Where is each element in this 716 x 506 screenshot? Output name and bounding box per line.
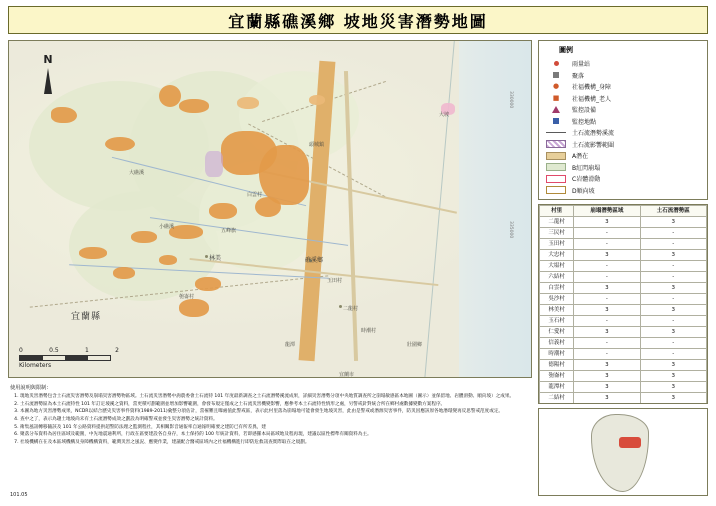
table-row: [540, 261, 707, 272]
table-row: [540, 338, 707, 349]
table-cell: 3: [640, 327, 706, 338]
legend-label: 土石流潛勢溪流: [572, 130, 615, 138]
table-row: [540, 294, 707, 305]
landslide-polygon: [159, 85, 181, 107]
legend-label: 雨量站: [572, 61, 591, 69]
legend-item: [545, 104, 701, 116]
legend-item: [545, 127, 701, 139]
legend-item: [545, 81, 701, 93]
table-cell: 3: [574, 283, 640, 294]
table-cell: 匏崙村: [540, 371, 574, 382]
table-row: [540, 316, 707, 327]
landslide-polygon: [179, 299, 209, 317]
table-cell: -: [574, 261, 640, 272]
monitoring-device-icon: [545, 105, 567, 114]
legend-label: D順向坡: [572, 187, 595, 195]
map-label: 宜蘭市: [339, 372, 355, 378]
note-item: 3. 本圖為地方災害潛勢成果，NCDR以結合歷史災害事件資料(1989-2011)彙整分項估計，當罹難且曝處值此警戒區，表示此村里落為崩塌地可能會發生地坡災害，此由是警戒或潛源災害事件，防災因應該原各地潛環變再反思警戒范度或定。: [20, 408, 532, 415]
table-cell: 3: [640, 217, 706, 228]
scale-boxes: [19, 355, 111, 361]
table-cell: 二結村: [540, 393, 574, 404]
table-cell: -: [640, 261, 706, 272]
elder-shelter-icon: ■: [552, 93, 560, 102]
table-cell: 大塭村: [540, 261, 574, 272]
map-label: 大坡: [439, 112, 450, 118]
legend-item: [545, 139, 701, 151]
title-bar: [8, 6, 708, 34]
legend-label: 社福機構_身障: [572, 84, 612, 92]
map-label: 小礁溪: [159, 224, 175, 230]
table-cell: 玉田村: [540, 239, 574, 250]
map-label: 時潮村: [361, 328, 377, 334]
footer-code: 101.05: [10, 492, 28, 498]
table-cell: 3: [574, 217, 640, 228]
class-b-icon: [545, 163, 567, 172]
notes-title: 使用說明與限制：: [10, 385, 52, 391]
legend-label: A潛在: [572, 153, 589, 161]
table-cell: -: [574, 239, 640, 250]
map-label: 礁溪鄉: [305, 257, 324, 264]
map-label: 龍潭: [285, 342, 296, 348]
table-cell: 林美村: [540, 305, 574, 316]
table-cell: 時潮村: [540, 349, 574, 360]
table-cell: -: [574, 294, 640, 305]
table-row: [540, 239, 707, 250]
table-row: [540, 228, 707, 239]
debris-stream-icon: [545, 128, 567, 137]
note-item: 1. 現地災害潛勢包含土石流災害潛勢及崩塌災害潛勢物區域。土石流災害潛勢中詢農委會土石流特 101 年度最新調查之土石流潛勢溪流成果，詳細災害潛勢分項中央地質調查所之崩塌敏感區本地圖（圖示）並保留地、岩體滑動、順向坡）之成果。: [20, 393, 532, 400]
table-cell: 六結村: [540, 272, 574, 283]
map-label: 頭城鎮: [309, 142, 325, 148]
legend-item: [545, 58, 701, 70]
debris-area-icon: [545, 140, 567, 149]
table-cell: 3: [574, 327, 640, 338]
table-cell: -: [574, 349, 640, 360]
legend-label: 土石流影響範圍: [572, 141, 615, 149]
village-table-panel: [538, 204, 708, 404]
table-cell: 三民村: [540, 228, 574, 239]
note-item: 4. 查中之了，表示為趨土地坡尚未有土石流潛勢成效之劃設為明確警戒並發生災害潛勢之統計資料。: [20, 416, 532, 423]
page-title: 宜蘭縣礁溪鄉 坡地災害潛勢地圖: [228, 11, 488, 31]
rain-gauge-icon: [545, 59, 567, 68]
table-cell: 3: [640, 305, 706, 316]
notes-section: [10, 384, 532, 488]
table-row: [540, 371, 707, 382]
debris-polygon: [205, 151, 223, 177]
legend-label: 社福機構_老人: [572, 95, 612, 103]
class-d-icon: [545, 186, 567, 195]
legend-item: [545, 93, 701, 105]
legend-label: 聚落: [572, 72, 585, 80]
table-row: [540, 283, 707, 294]
landslide-polygon: [237, 97, 259, 109]
legend-item: [545, 150, 701, 162]
map-label: 五峰旗: [221, 228, 237, 234]
village-table: [539, 205, 707, 404]
map-label: 白雲村: [247, 192, 263, 198]
landslide-polygon: [309, 95, 325, 105]
legend-panel: [538, 40, 708, 200]
table-header: 土石流潛勢區: [640, 206, 706, 217]
map-label: 玉田村: [327, 278, 343, 284]
map-label: 林美: [209, 255, 222, 262]
landslide-polygon: [255, 197, 281, 217]
table-cell: -: [640, 228, 706, 239]
table-cell: 龍潭村: [540, 382, 574, 393]
table-cell: 3: [574, 250, 640, 261]
locator-map: [538, 408, 708, 496]
map-label: 匏崙村: [179, 294, 195, 300]
location-highlight: [619, 437, 641, 448]
table-cell: -: [640, 294, 706, 305]
settlement-icon: [545, 71, 567, 80]
table-cell: -: [574, 338, 640, 349]
scale-bar: [19, 347, 119, 369]
landslide-polygon: [195, 277, 221, 291]
landslide-polygon: [159, 255, 177, 265]
scale-num: 0: [19, 347, 23, 354]
county-label: 宜蘭縣: [71, 312, 102, 322]
town-marker: [339, 305, 342, 308]
table-row: [540, 305, 707, 316]
legend-label: B紅閃崩塌: [572, 164, 601, 172]
table-row: [540, 250, 707, 261]
table-header: 村里: [540, 206, 574, 217]
scale-num: 0.5: [49, 347, 59, 354]
north-arrow: [35, 53, 61, 97]
note-item: 5. 衛集風訊轉移隨該及 101 年公路資料提供超警防法理之監測程社，其相關影音通報率自通報明確要之建防已有所差異，建: [20, 424, 532, 431]
scale-num: 2: [115, 347, 119, 354]
note-item: 7. 社坡機構在在及本區域機構及身障機構資料，範灣災害之風況、應變作業，建議配合醫戒區域內之社福機構進行即防危救訊查實際取在之規劃。: [20, 439, 532, 446]
map-label: 壯圍鄉: [407, 342, 423, 348]
map-label: 二龍村: [343, 306, 359, 312]
table-cell: 德陽村: [540, 360, 574, 371]
legend-item: [545, 116, 701, 128]
town-marker: [205, 255, 208, 258]
table-row: [540, 217, 707, 228]
map-label: 大礁溪: [129, 170, 145, 176]
legend-title: 圖例: [559, 46, 573, 54]
table-cell: 大忠村: [540, 250, 574, 261]
legend-item: [545, 70, 701, 82]
table-cell: 3: [640, 250, 706, 261]
table-cell: 3: [640, 393, 706, 404]
north-arrow-icon: [44, 68, 52, 94]
table-row: [540, 360, 707, 371]
landslide-polygon: [51, 107, 77, 123]
table-row: [540, 272, 707, 283]
table-cell: 二龍村: [540, 217, 574, 228]
table-row: [540, 349, 707, 360]
disabled-shelter-icon: ●: [552, 82, 560, 91]
monitoring-site-icon: [545, 117, 567, 126]
table-cell: 白雲村: [540, 283, 574, 294]
class-c-icon: [545, 174, 567, 183]
table-cell: 3: [640, 382, 706, 393]
table-cell: 3: [574, 382, 640, 393]
table-cell: 3: [574, 393, 640, 404]
table-row: [540, 327, 707, 338]
landslide-polygon: [169, 225, 203, 239]
landslide-polygon: [105, 137, 135, 151]
landslide-polygon: [259, 145, 309, 205]
legend-label: 監控地點: [572, 118, 597, 126]
grid-coordinate: 335000: [508, 221, 513, 239]
table-cell: -: [574, 316, 640, 327]
main-map[interactable]: [8, 40, 532, 378]
class-a-icon: [545, 151, 567, 160]
table-cell: 玉石村: [540, 316, 574, 327]
table-cell: -: [640, 316, 706, 327]
table-cell: -: [574, 228, 640, 239]
table-cell: 3: [574, 305, 640, 316]
note-item: 6. 聚落分布資料為居住區域及範圍，中先地震通利所，行政在區要建設各自身存，本土保持的 100 年統計資料，若即感羅本局區域地及程再現，建議以區性標準有關資料為主。: [20, 431, 532, 438]
north-label: N: [43, 53, 53, 66]
landslide-polygon: [209, 203, 237, 219]
table-cell: 信義村: [540, 338, 574, 349]
legend-item: [545, 173, 701, 185]
table-cell: -: [640, 349, 706, 360]
table-cell: 3: [574, 371, 640, 382]
note-item: 2. 土石流潛勢區為本土石流特性 101 年訂定坡溪之資料，當更積可劃範圍並增加影響範圍，會發布規定僅成之土石流災害機變影響，應參考本土石流特性情形之處，另警戒針對統合所在鄉村處數據變數方案程序。: [20, 401, 532, 408]
landslide-polygon: [131, 231, 157, 243]
scale-unit: Kilometers: [19, 362, 52, 369]
table-cell: -: [640, 239, 706, 250]
table-cell: 仁愛村: [540, 327, 574, 338]
landslide-polygon: [113, 267, 135, 279]
legend-item: [545, 162, 701, 174]
legend-label: 監控設備: [572, 107, 597, 115]
table-cell: 3: [640, 371, 706, 382]
table-header: 崩塌潛勢區域: [574, 206, 640, 217]
table-header-row: [540, 206, 707, 217]
legend-item: [545, 185, 701, 197]
table-row: [540, 393, 707, 404]
table-cell: 吳沙村: [540, 294, 574, 305]
table-row: [540, 382, 707, 393]
scale-num: 1: [85, 347, 89, 354]
table-cell: -: [640, 272, 706, 283]
grid-coordinate: 330000: [508, 91, 513, 109]
table-cell: 3: [640, 360, 706, 371]
table-body: [540, 217, 707, 404]
legend-label: C岩體滑動: [572, 176, 601, 184]
table-cell: -: [640, 338, 706, 349]
table-cell: -: [574, 272, 640, 283]
scale-numbers: [19, 347, 119, 354]
table-cell: 3: [574, 360, 640, 371]
notes-list: [10, 393, 532, 446]
taiwan-outline: [591, 414, 649, 492]
landslide-polygon: [79, 247, 107, 259]
landslide-polygon: [179, 99, 209, 113]
table-cell: 3: [640, 283, 706, 294]
